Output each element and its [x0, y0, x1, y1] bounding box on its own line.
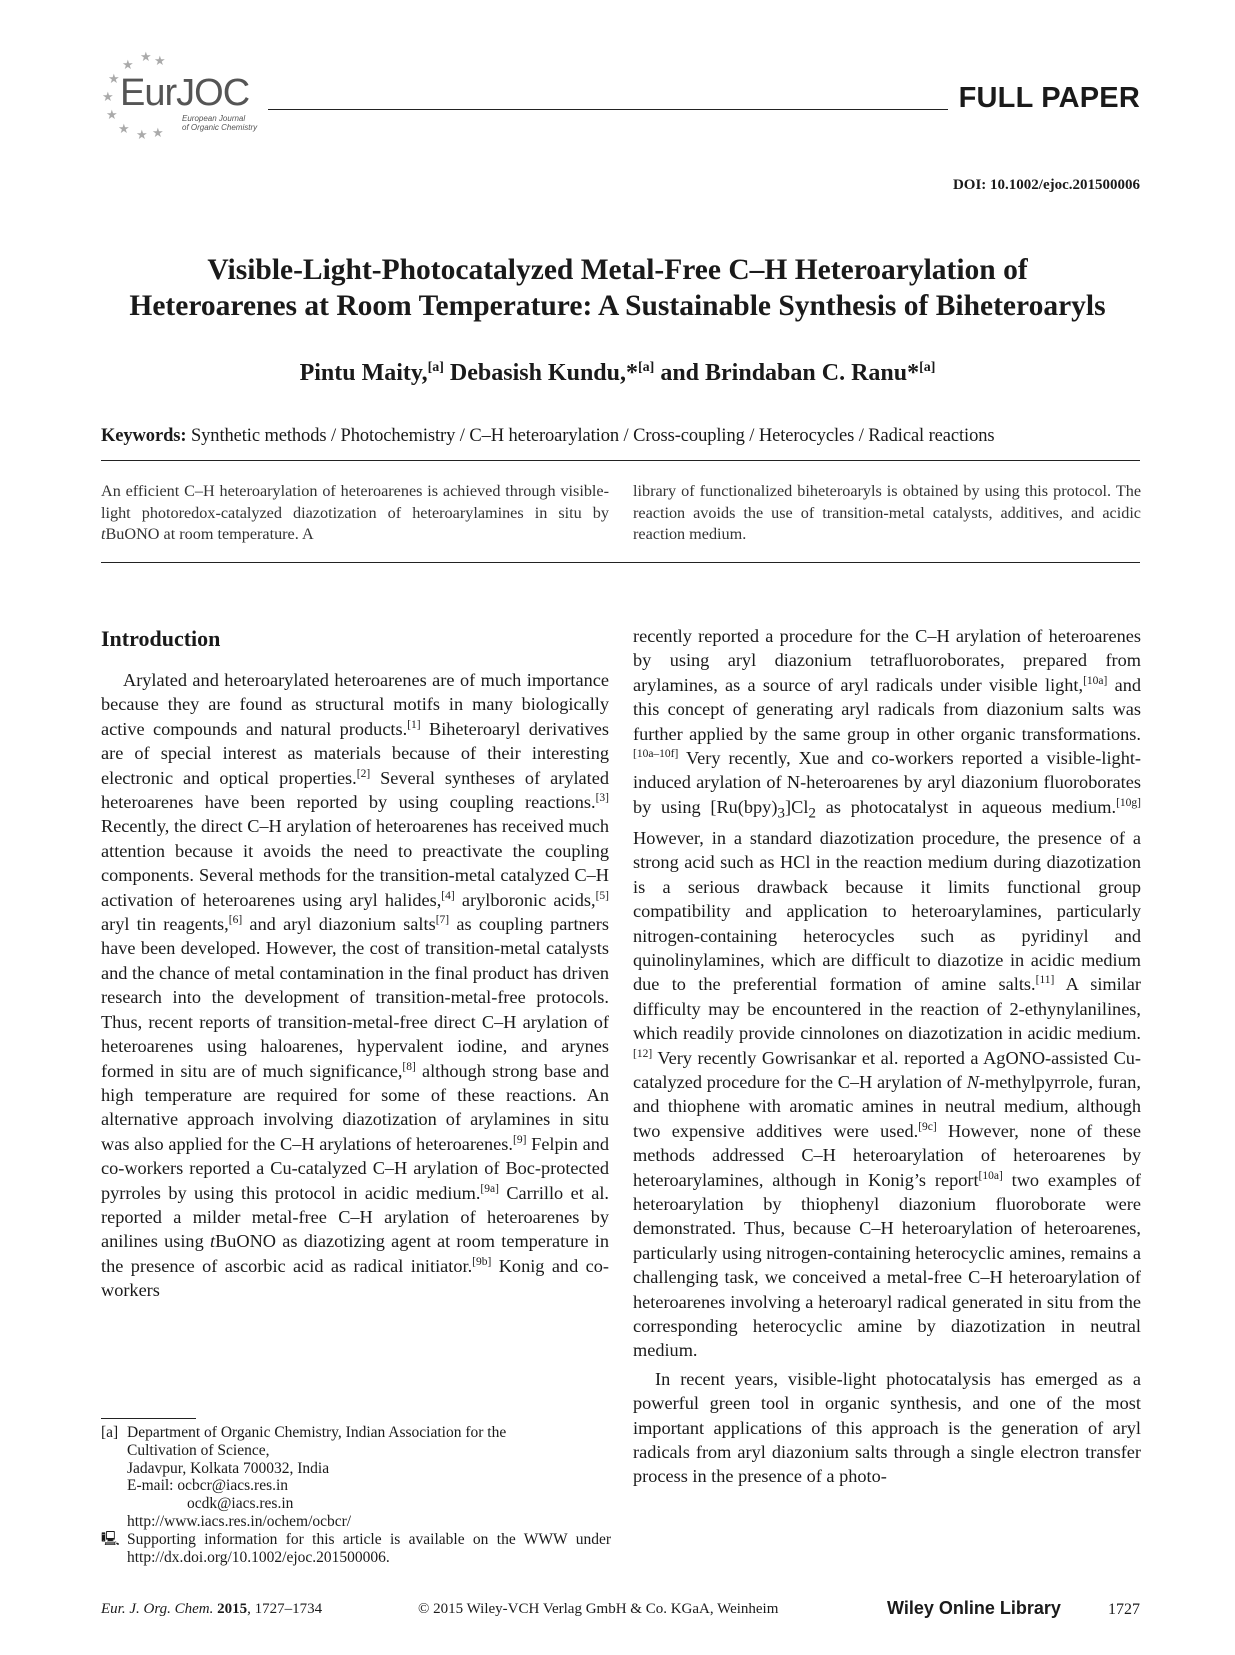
citation-ref: [10a] — [978, 1169, 1003, 1182]
computer-icon: 🖳 — [101, 1530, 120, 1547]
journal-citation: Eur. J. Org. Chem. 2015, 1727–1734 — [101, 1601, 323, 1617]
citation-ref: [6] — [228, 913, 243, 926]
body-column-right — [633, 624, 1141, 1489]
article-title: Visible-Light-Photocatalyzed Metal-Free C–H Heteroarylation of Heteroarenes at Room Temperature: A Sustainable Synthesis of Biheteroaryls — [129, 254, 1106, 322]
abstract-rule — [101, 562, 1140, 563]
citation-ref: [7] — [435, 913, 450, 926]
citation-ref: [5] — [595, 889, 609, 902]
author-name: and Brindaban C. Ranu* — [654, 360, 920, 386]
journal-logo — [100, 50, 270, 143]
supporting-info: Supporting information for this article is available on the WWW under http://dx.doi.org/10.1002/ejoc.201500006. — [127, 1530, 611, 1566]
abstract-right: library of functionalized biheteroaryls is obtained by using this protocol. The reaction avoids the use of transition-metal catalysts, additives, and acidic reaction medium. — [633, 482, 1141, 543]
footnote-rule — [101, 1418, 196, 1419]
citation-ref: [9c] — [918, 1120, 937, 1133]
star-icon: ★ — [140, 50, 152, 65]
body-paragraph: In recent years, visible-light photocatalysis has emerged as a powerful green tool in organic synthesis, and one of the most important applications of this approach is the generation of aryl radicals from aryl diazonium salts through a single electron transfer process in the presence of a photo- — [633, 1368, 1141, 1487]
citation-ref: [8] — [402, 1060, 416, 1073]
author-list — [95, 360, 1140, 387]
author-affiliation: [a] — [919, 360, 936, 375]
author-affiliation: [a] — [638, 360, 655, 375]
citation-ref: [1] — [407, 718, 421, 731]
citation-ref: [11] — [1035, 974, 1055, 987]
email-text: E-mail: ocbcr@iacs.res.in — [127, 1477, 289, 1495]
doi: DOI: 10.1002/ejoc.201500006 — [952, 177, 1140, 193]
star-icon: ★ — [118, 122, 130, 137]
citation-ref: [2] — [356, 767, 371, 780]
author-name: Debasish Kundu,* — [443, 360, 638, 386]
affiliation-footnote: [a] Department of Organic Chemistry, Indian Association for the Cultivation of Science, Jadavpur, Kolkata 700032, India E-mail: ocbcr@iacs.res.in ocdk@iacs.res.in http://www.iacs.res.in/ochem/ocbcr/ 🖳 Supporting information for this article is available on the WWW under http://dx.doi.org/10.1002/ejoc.201500006. — [101, 1424, 611, 1566]
star-icon: ★ — [122, 58, 134, 73]
citation-ref: [12] — [633, 1047, 653, 1060]
keywords-label: Keywords: — [101, 426, 187, 446]
author-name: Pintu Maity, — [299, 360, 428, 386]
publisher-library: Wiley Online Library — [887, 1598, 1061, 1618]
logo-wordmark: EurJOC — [120, 72, 250, 114]
keywords — [101, 426, 1146, 447]
section-heading: Introduction — [101, 626, 221, 651]
abstract-left: An efficient C–H heteroarylation of heteroarenes is achieved through visible-light photoredox-catalyzed diazotization of heteroarylamines in situ by tBuONO at room temperature. A — [101, 482, 609, 543]
header-rule — [268, 109, 948, 110]
logo-subtitle: European Journal of Organic Chemistry — [182, 114, 258, 132]
email-text: ocdk@iacs.res.in — [187, 1495, 294, 1513]
citation-ref: [10a–10f] — [633, 747, 679, 760]
citation-ref: [3] — [595, 791, 609, 804]
author-affiliation: [a] — [427, 360, 444, 375]
star-icon: ★ — [106, 108, 118, 123]
footnote-key: [a] — [101, 1424, 119, 1441]
citation-ref: [9a] — [480, 1182, 499, 1195]
citation-ref: [10g] — [1116, 796, 1141, 809]
citation-ref: [9b] — [472, 1255, 492, 1268]
citation-ref: [10a] — [1083, 674, 1108, 687]
body-paragraph: Arylated and heteroarylated heteroarenes are of much importance because they are found as structural motifs in many biologically active compounds and natural products.[1] Biheteroaryl derivatives are of special interest as materials because of their interesting electronic and optical properties.[2] Several syntheses of arylated heteroarenes have been reported by using coupling reactions.[3] Recently, the direct C–H arylation of heteroarenes has received much attention because it avoids the need to preactivate the coupling components. Several methods for the transition-metal catalyzed C–H activation of heteroarenes using aryl halides,[4] arylboronic acids,[5] aryl tin reagents,[6] and aryl diazonium salts[7] as coupling partners have been developed. However, the cost of transition-metal catalysts and the chance of metal contamination in the final product has driven research into the development of transition-metal-free protocols. Thus, recent reports of transition-metal-free direct C–H arylation of heteroarenes using haloarenes, hypervalent iodine, and arynes formed in situ are of much significance,[8] although strong base and high temperature are required for some of these reactions. An alternative approach involving diazotization of arylamines in situ was also applied for the C–H arylations of heteroarenes.[9] Felpin and co-workers reported a Cu-catalyzed C–H arylation of Boc-protected pyrroles by using this protocol in acidic medium.[9a] Carrillo et al. reported a milder metal-free C–H arylation of heteroarenes by anilines using tBuONO as diazotizing agent at room temperature in the presence of ascorbic acid as radical initiator.[9b] Konig and co-workers — [101, 670, 610, 1301]
copyright: © 2015 Wiley-VCH Verlag GmbH & Co. KGaA, Weinheim — [418, 1601, 779, 1617]
star-icon: ★ — [102, 90, 114, 105]
page-number: 1727 — [1108, 1601, 1140, 1618]
star-icon: ★ — [136, 128, 148, 143]
citation-ref: [9] — [513, 1133, 527, 1146]
body-paragraph: recently reported a procedure for the C–H arylation of heteroarenes by using aryl diazonium tetrafluoroborates, prepared from arylamines, as a source of aryl radicals under visible light,[10a] and this concept of generating aryl radicals from diazonium salts was further applied by the same group in other organic transformations.[10a–10f] Very recently, Xue and co-workers reported a visible-light-induced arylation of N-heteroarenes by aryl diazonium fluoroborates by using $[Ru(bpy)_3]Cl_2$ as photocatalyst in aqueous medium.[10g] However, in a standard diazotization procedure, the presence of a strong acid such as HCl in the reaction medium during diazotization is a serious drawback because it limits functional group compatibility and application to heteroarylamines, particularly nitrogen-containing heterocycles such as pyridinyl and quinolinylamines, which are difficult to diazotize in acidic medium due to the preferential formation of amine salts.[11] A similar difficulty may be encountered in the reaction of 2-ethynylanilines, which readily provide cinnolones on diazotization in acidic medium.[12] Very recently Gowrisankar et al. reported a AgONO-assisted Cu-catalyzed procedure for the C–H arylation of N-methylpyrrole, furan, and thiophene with aromatic amines in neutral medium, although two expensive additives were used.[9c] However, none of these methods addressed C–H heteroarylation of heteroarenes by heteroarylamines, although in Konig’s report[10a] two examples of heteroarylation by thiophenyl diazonium fluoroborate were demonstrated. Thus, because C–H heteroarylation of heteroarenes, particularly using nitrogen-containing heterocyclic amines, remains a challenging task, we conceived a metal-free C–H heteroarylation of heteroarenes involving a heteroaryl radical generated in situ from the corresponding heterocyclic amine by diazotization in neutral medium. — [633, 626, 1141, 1361]
keywords-list: Synthetic methods / Photochemistry / C–H heteroarylation / Cross-coupling / Heterocycles / Radical reactions — [190, 426, 995, 446]
star-icon: ★ — [108, 72, 120, 87]
url-text: http://www.iacs.res.in/ochem/ocbcr/ — [127, 1512, 352, 1530]
star-icon: ★ — [152, 126, 164, 141]
keywords-rule — [101, 460, 1140, 461]
body-column-left — [101, 668, 609, 1303]
citation-ref: [4] — [441, 889, 455, 902]
section-label: FULL PAPER — [958, 82, 1140, 114]
star-icon: ★ — [154, 54, 166, 69]
